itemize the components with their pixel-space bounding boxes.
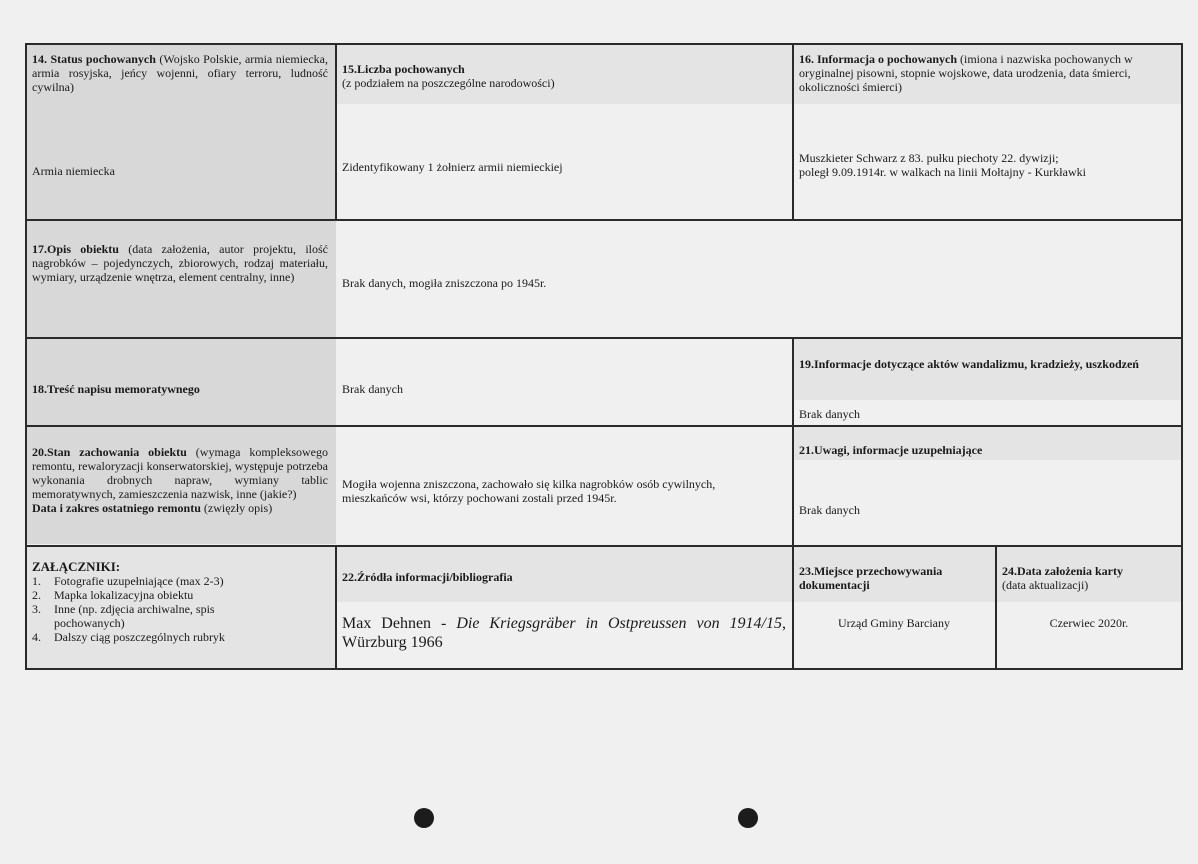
- c20-value-line1: Mogiła wojenna zniszczona, zachowało się kilka nagrobków osób cywilnych,: [342, 477, 716, 491]
- c20-desc: (wymaga kompleksowego remontu, rewaloryzacji konserwatorskiej, występuje potrzeba wykonania drobnych napraw, wymiany tablic memoratywnych, zamieszczenia nazwisk, inne (jakie?): [32, 445, 328, 501]
- attachment-text: Inne (np. zdjęcia archiwalne, spis pochowanych): [54, 602, 215, 630]
- c24-header: [998, 560, 1178, 596]
- grid-h3: [25, 425, 1183, 427]
- attachment-text: Fotografie uzupełniające (max 2-3): [54, 574, 224, 588]
- c22-title-text: 22.Źródła informacji/bibliografia: [342, 570, 513, 584]
- c18-value: Brak danych: [342, 382, 403, 396]
- attachment-num: 4.: [32, 630, 41, 644]
- c19-value: Brak danych: [799, 407, 860, 421]
- grid-bottom: [25, 668, 1183, 670]
- c14-value: Armia niemiecka: [32, 164, 115, 178]
- c16-value-line2: poległ 9.09.1914r. w walkach na linii Mołtajny - Kurkławki: [799, 165, 1086, 179]
- attachments: [28, 556, 332, 648]
- grid-left: [25, 43, 27, 670]
- c22-title: [338, 566, 788, 588]
- attachment-num: 2.: [32, 588, 41, 602]
- c22-author: Max Dehnen -: [342, 615, 457, 632]
- grid-v1-top: [335, 43, 337, 221]
- attachment-item: [32, 630, 328, 644]
- c21-title: [795, 439, 1175, 461]
- c19-title-text: 19.Informacje dotyczące aktów wandalizmu, kradzieży, uszkodzeń: [799, 357, 1139, 371]
- c19-title: [795, 353, 1179, 375]
- c17-title: 17.Opis obiektu: [32, 242, 119, 256]
- c21-title-text: 21.Uwagi, informacje uzupełniające: [799, 443, 983, 457]
- grid-h2: [25, 337, 1183, 339]
- c15-title: 15.Liczba pochowanych: [342, 62, 465, 76]
- grid-v1-bottom: [335, 545, 337, 670]
- c18-title: [28, 378, 328, 400]
- attachment-item: [32, 602, 264, 630]
- c24-title-text: 24.Data założenia karty: [1002, 564, 1123, 578]
- c24-desc: (data aktualizacji): [1002, 578, 1089, 592]
- c23-value: Urząd Gminy Barciany: [838, 616, 950, 630]
- c22-value: [338, 610, 790, 656]
- attachments-list: [32, 574, 328, 644]
- grid-h1: [25, 219, 1183, 221]
- c24-value: Czerwiec 2020r.: [1049, 616, 1129, 630]
- c22-work: Die Kriegsgräber in Ostpreussen von 1914/15: [456, 615, 782, 632]
- c17-header: [28, 238, 332, 288]
- c20-desc2: (zwięzły opis): [203, 501, 273, 515]
- c16-value-line1: Muszkieter Schwarz z 83. pułku piechoty 22. dywizji;: [799, 151, 1059, 165]
- attachment-item: [32, 574, 328, 588]
- attachments-title-text: ZAŁĄCZNIKI:: [32, 559, 121, 574]
- grid-right: [1181, 43, 1183, 670]
- c15-desc: (z podziałem na poszczególne narodowości): [342, 76, 555, 90]
- c20-title: 20.Stan zachowania obiektu: [32, 445, 187, 459]
- c23-title-text: 23.Miejsce przechowywania dokumentacji: [799, 564, 943, 592]
- c16-header: [795, 48, 1165, 98]
- c15-header: [338, 58, 788, 94]
- punch-hole-right: [738, 808, 758, 828]
- attachment-num: 1.: [32, 574, 41, 588]
- c17-value: Brak danych, mogiła zniszczona po 1945r.: [342, 276, 547, 290]
- attachments-title: [32, 560, 328, 574]
- c14-header: [28, 48, 332, 98]
- attachment-text: Dalszy ciąg poszczególnych rubryk: [54, 630, 225, 644]
- grid-top: [25, 43, 1183, 45]
- c14-desc: (Wojsko Polskie, armia niemiecka, armia rosyjska, jeńcy wojenni, ofiary terroru, ludność cywilna): [32, 52, 329, 94]
- punch-hole-left: [414, 808, 434, 828]
- c22-place: , Würzburg 1966: [342, 615, 786, 651]
- attachment-text: Mapka lokalizacyjna obiektu: [54, 588, 194, 602]
- c20-value: [338, 473, 798, 509]
- c18-title-text: 18.Treść napisu memoratywnego: [32, 382, 200, 396]
- c14-title: 14. Status pochowanych: [32, 52, 156, 66]
- c21-value: Brak danych: [799, 503, 860, 517]
- c23-title: [795, 560, 993, 596]
- attachment-num: 3.: [32, 602, 41, 616]
- c15-value: Zidentyfikowany 1 żołnierz armii niemieckiej: [342, 160, 563, 174]
- c20-header: [28, 441, 332, 519]
- c16-value: [795, 147, 1175, 183]
- c16-desc: (imiona i nazwiska pochowanych w oryginalnej pisowni, stopnie wojskowe, data urodzenia, data śmierci, okoliczności śmierci): [799, 52, 1133, 94]
- grid-v3: [995, 545, 997, 670]
- c20-title2: Data i zakres ostatniego remontu: [32, 501, 201, 515]
- c20-value-line2: mieszkańców wsi, którzy pochowani zostali przed 1945r.: [342, 491, 617, 505]
- grid-h4: [25, 545, 1183, 547]
- grid-v2-top: [792, 43, 794, 221]
- c17-desc: (data założenia, autor projektu, ilość nagrobków – pojedynczych, zbiorowych, rodzaj materiału, wymiary, urządzenie wnętrza, element centralny, inne): [32, 242, 329, 284]
- attachment-item: [32, 588, 328, 602]
- c16-title: 16. Informacja o pochowanych: [799, 52, 957, 66]
